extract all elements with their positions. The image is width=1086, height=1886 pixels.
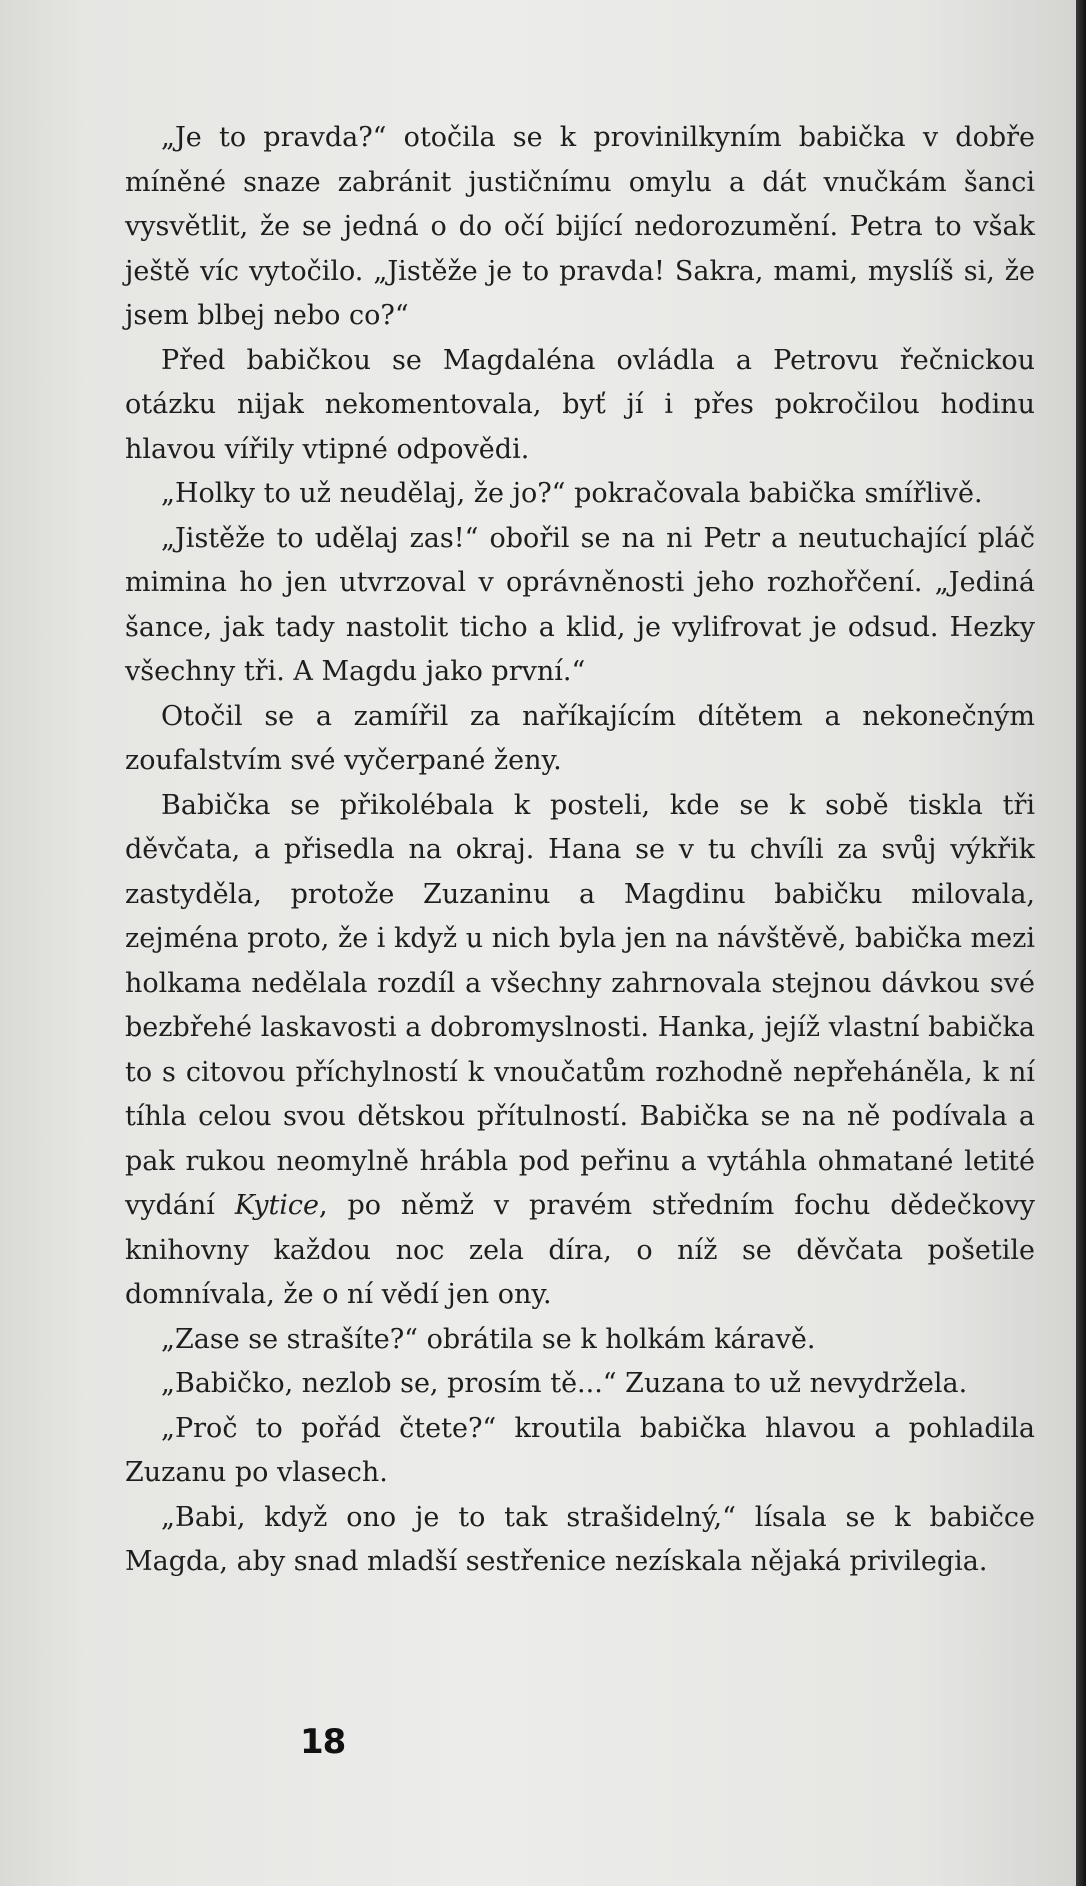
paragraph-7: „Zase se strašíte?“ obrátila se k holkám káravě.: [161, 1323, 816, 1355]
book-title-kytice: Kytice: [234, 1190, 320, 1221]
paragraph-10: „Babi, když ono je to tak strašidelný,“ lísala se k babičce Magda, aby snad mladší sestřenice nezískala nějaká privilegia.: [125, 1501, 1035, 1577]
paragraph-6-part-1: Babička se přikolébala k posteli, kde se k sobě tiskla tři děvčata, a přisedla na okraj. Hana se v tu chvíli za svůj výkřik zastyděla, protože Zuzaninu a Magdinu babičku milovala, zejména proto, že i když u nich byla jen na návštěvě, babička mezi holkama nedělala rozdíl a všechny zahrnovala stejnou dávkou své bezbřehé laskavosti a dobromyslnosti. Hanka, jejíž vlastní babička to s citovou příchylností k vnoučatům rozhodně nepřeháněla, k ní tíhla celou svou dětskou přítulností. Babička se na ně podívala a pak rukou neomylně hrábla pod peřinu a vytáhla ohmatané letité vydání: [125, 789, 1035, 1221]
paragraph-4: „Jistěže to udělaj zas!“ obořil se na ni Petr a neutuchající pláč mimina ho jen utvrzoval v oprávněnosti jeho rozhořčení. „Jediná šance, jak tady nastolit ticho a klid, je vylifrovat je odsud. Hezky všechny tři. A Magdu jako první.“: [125, 522, 1035, 687]
page-number: 18: [300, 1722, 346, 1762]
book-spine-shadow: [1076, 0, 1086, 1886]
paragraph-5: Otočil se a zamířil za naříkajícím dítětem a nekonečným zoufalstvím své vyčerpané ženy.: [125, 700, 1035, 776]
paragraph-6-part-2: , po němž v pravém středním fochu dědečkovy knihovny každou noc zela díra, o níž se děvčata pošetile domnívala, že o ní vědí jen ony.: [125, 1190, 1035, 1310]
paragraph-6: [125, 784, 1035, 1318]
paragraph-8: „Babičko, nezlob se, prosím tě...“ Zuzana to už nevydržela.: [161, 1368, 968, 1399]
paragraph-1: „Je to pravda?“ otočila se k provinilkyním babička v dobře míněné snaze zabránit justičnímu omylu a dát vnučkám šanci vysvětlit, že se jedná o do očí bijící nedorozumění. Petra to však ještě víc vytočilo. „Jistěže je to pravda! Sakra, mami, myslíš si, že jsem blbej nebo co?“: [125, 122, 1035, 331]
paragraph-9: „Proč to pořád čtete?“ kroutila babička hlavou a pohladila Zuzanu po vlasech.: [125, 1412, 1035, 1488]
body-text: [125, 116, 1035, 1585]
paragraph-3: „Holky to už neudělaj, že jo?“ pokračovala babička smířlivě.: [161, 478, 983, 509]
paragraph-2: Před babičkou se Magdaléna ovládla a Petrovu řečnickou otázku nijak nekomentovala, byť jí i přes pokročilou hodinu hlavou vířily vtipné odpovědi.: [125, 344, 1035, 465]
